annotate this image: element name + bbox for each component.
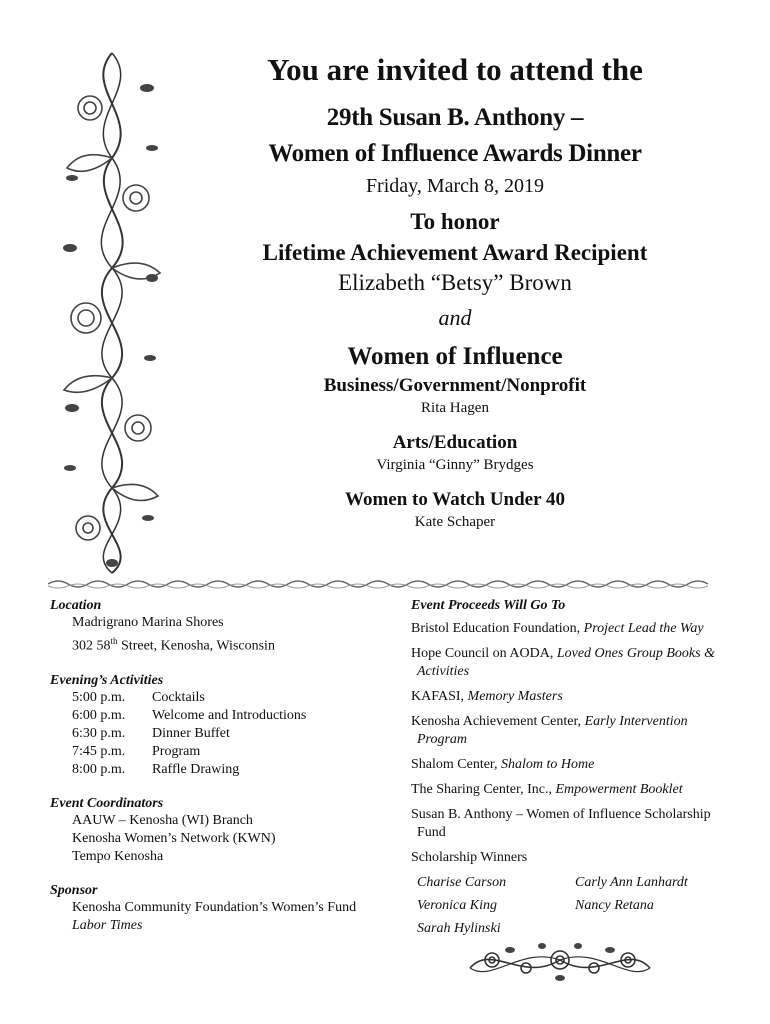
proceeds-heading: Event Proceeds Will Go To <box>411 598 566 613</box>
invite-line: You are invited to attend the <box>267 52 643 87</box>
proceeds-item: Shalom Center, Shalom to Home <box>411 757 595 772</box>
sponsor-heading: Sponsor <box>50 882 98 898</box>
coordinator: AAUW – Kenosha (WI) Branch <box>72 812 253 828</box>
right-column <box>411 598 741 940</box>
women-of-influence-title: Women of Influence <box>347 343 563 370</box>
event-date: Friday, March 8, 2019 <box>365 175 545 197</box>
wavy-divider-icon <box>48 576 713 592</box>
activity-row: 5:00 p.m. Cocktails <box>72 689 205 705</box>
category-title: Women to Watch Under 40 <box>345 489 565 510</box>
left-column <box>50 598 390 935</box>
proceeds-item: Kenosha Achievement Center, Early Intervention Program <box>411 714 688 747</box>
activity-row: 8:00 p.m. Raffle Drawing <box>72 761 240 777</box>
coordinators-heading: Event Coordinators <box>50 795 164 811</box>
activities-heading: Evening’s Activities <box>50 672 164 688</box>
proceeds-item: The Sharing Center, Inc., Empowerment Booklet <box>411 782 683 797</box>
activity-row: 6:00 p.m. Welcome and Introductions <box>72 707 307 723</box>
activity-row: 7:45 p.m. Program <box>72 743 201 759</box>
lifetime-recipient: Elizabeth “Betsy” Brown <box>338 270 572 295</box>
floral-scroll-ornament-icon <box>462 938 658 984</box>
category-title: Arts/Education <box>392 432 518 453</box>
category-winner: Virginia “Ginny” Brydges <box>376 457 534 473</box>
scholarship-winner: Veronica King <box>417 898 497 913</box>
category-winner: Kate Schaper <box>414 514 496 530</box>
category-winner: Rita Hagen <box>421 400 489 416</box>
coordinator: Kenosha Women’s Network (KWN) <box>72 830 276 846</box>
scholarship-winners <box>411 871 741 940</box>
venue: Madrigrano Marina Shores <box>72 615 224 630</box>
and-text: and <box>438 305 472 330</box>
scholarship-winner: Carly Ann Lanhardt <box>575 875 688 890</box>
event-title-line2: Women of Influence Awards Dinner <box>268 140 642 167</box>
media-sponsor: Labor Times <box>72 917 143 933</box>
address: 302 58th Street, Kenosha, Wisconsin <box>72 636 275 654</box>
lifetime-award-title: Lifetime Achievement Award Recipient <box>262 240 648 265</box>
category-title: Business/Government/Nonprofit <box>323 375 587 396</box>
scholarship-winner: Charise Carson <box>417 875 507 890</box>
sponsor-name: Kenosha Community Foundation’s Women’s Fund <box>72 899 357 915</box>
scholarship-winner: Sarah Hylinski <box>417 921 501 936</box>
winners-col-2 <box>575 871 688 940</box>
scholarship-winner: Nancy Retana <box>575 898 654 913</box>
proceeds-item: Susan B. Anthony – Women of Influence Scholarship Fund <box>411 807 711 840</box>
location-heading: Location <box>50 598 102 613</box>
floral-vine-ornament-icon <box>52 48 172 578</box>
invitation-header <box>200 50 710 532</box>
proceeds-item: Hope Council on AODA, Loved Ones Group Books & Activities <box>411 646 715 679</box>
proceeds-item: Bristol Education Foundation, Project Lead the Way <box>411 621 704 636</box>
winners-col-1 <box>411 871 575 940</box>
event-title-line1: 29th Susan B. Anthony – <box>326 104 584 131</box>
activity-row: 6:30 p.m. Dinner Buffet <box>72 725 230 741</box>
scholarship-heading: Scholarship Winners <box>411 850 528 865</box>
proceeds-item: KAFASI, Memory Masters <box>411 689 563 704</box>
coordinator: Tempo Kenosha <box>72 848 164 864</box>
to-honor: To honor <box>410 209 500 234</box>
